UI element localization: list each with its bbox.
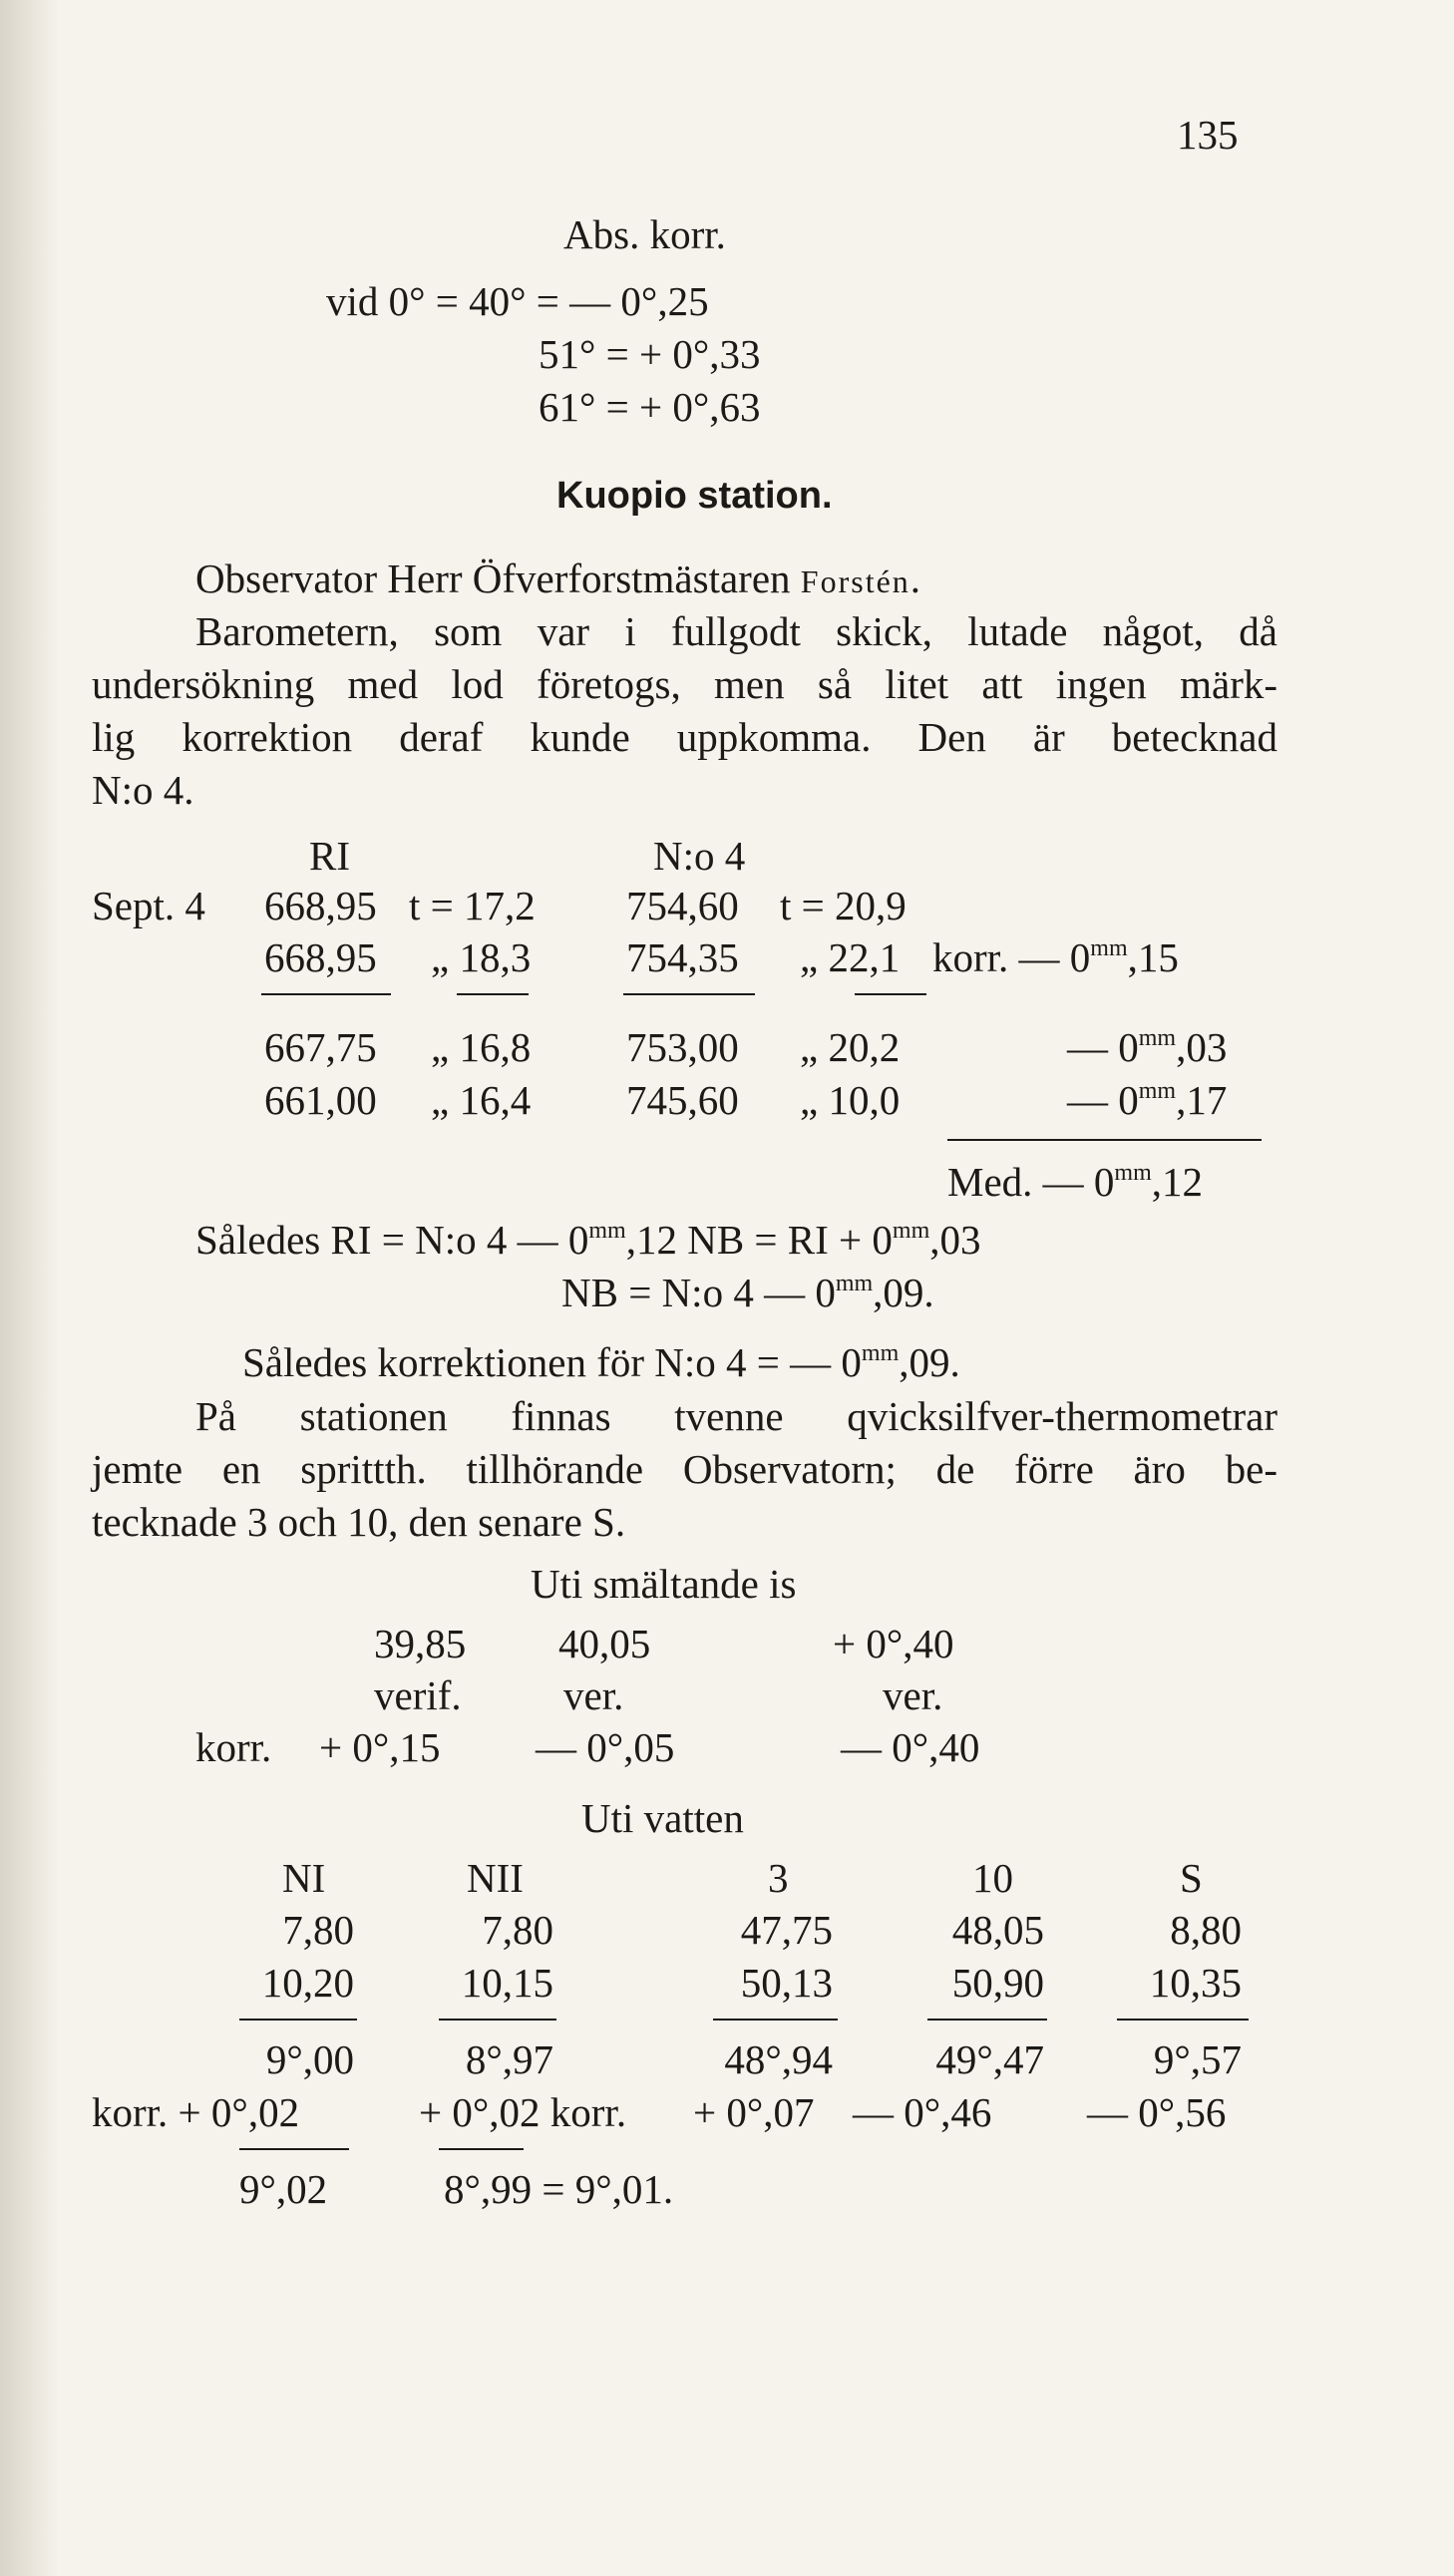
water-final: 9°,02 [239, 2166, 328, 2212]
baro-ri: 661,00 [264, 1077, 377, 1123]
abs-korr-line: vid 0° = 40° = — 0°,25 [326, 278, 709, 324]
paragraph-line: tecknade 3 och 10, den senare S. [92, 1499, 626, 1545]
baro-t1: „ 18,3 [431, 934, 532, 980]
water-cell: 48,05 [951, 1907, 1044, 1953]
baro-t1: „ 16,8 [431, 1024, 532, 1070]
station-title: Kuopio station. [556, 475, 833, 517]
water-cell: 7,80 [482, 1907, 553, 1953]
paragraph-line: jemte en sprittth. tillhörande Observatorn; de förre äro be- [92, 1446, 1277, 1492]
baro-korr: — $0^{mm},03$ [1067, 1024, 1228, 1070]
water-cell: 10,35 [1149, 1960, 1242, 2006]
baro-t1: „ 16,4 [431, 1077, 532, 1123]
water-korr: + 0°,02 korr. [419, 2089, 627, 2135]
water-cell: 50,90 [951, 1960, 1044, 2006]
water-final: 8°,99 = 9°,01. [444, 2166, 674, 2212]
water-cell: 10,20 [261, 1960, 354, 2006]
water-cell: 7,80 [282, 1907, 354, 1953]
water-korr: — 0°,56 [1087, 2089, 1227, 2135]
water-korr: korr. + 0°,02 [92, 2089, 300, 2135]
paragraph-line: undersökning med lod företogs, men så litet att ingen märk- [92, 661, 1277, 707]
abs-korr-line: 61° = + 0°,63 [539, 384, 761, 430]
page-gutter-shadow [0, 0, 60, 2576]
ice-korr: + 0°,15 [319, 1724, 441, 1770]
page-number: 135 [1177, 112, 1239, 158]
baro-no4: 753,00 [626, 1024, 739, 1070]
abs-korr-heading: Abs. korr. [563, 211, 726, 257]
baro-no4: 754,60 [626, 883, 739, 928]
sum-rule [239, 2148, 349, 2150]
baro-t2: „ 22,1 [800, 934, 901, 980]
water-col-header: S [1180, 1855, 1203, 1901]
ice-korr-label: korr. [195, 1724, 272, 1770]
water-cell: 9°,00 [265, 2036, 354, 2082]
col-header-no4: N:o 4 [653, 833, 746, 879]
baro-t2: „ 20,2 [800, 1024, 901, 1070]
baro-ri: 668,95 [264, 934, 377, 980]
paragraph-line: N:o 4. [92, 767, 194, 813]
water-cell: 8°,97 [465, 2036, 553, 2082]
baro-t1: t = 17,2 [409, 883, 536, 928]
ice-verif: ver. [563, 1672, 624, 1718]
water-cell: 49°,47 [935, 2036, 1044, 2082]
water-cell: 50,13 [740, 1960, 833, 2006]
sum-rule [947, 1139, 1262, 1141]
ice-value: + 0°,40 [833, 1621, 954, 1666]
sum-rule [439, 2148, 524, 2150]
sum-rule [713, 2019, 838, 2021]
paragraph-line: Barometern, som var i fullgodt skick, lutade något, då [195, 608, 1277, 654]
baro-ri: 668,95 [264, 883, 377, 928]
ice-korr: — 0°,40 [841, 1724, 980, 1770]
water-col-header: 10 [972, 1855, 1013, 1901]
observer-suffix: . [909, 555, 921, 601]
conclusion-line: NB = N:o 4 — $0^{mm},09$. [561, 1270, 934, 1315]
baro-median: Med. — $0^{mm},12$ [947, 1159, 1203, 1205]
sum-rule [927, 2019, 1047, 2021]
sum-rule [239, 2019, 357, 2021]
water-col-header: 3 [768, 1855, 789, 1901]
water-cell: 8,80 [1170, 1907, 1242, 1953]
ice-verif: verif. [374, 1672, 462, 1718]
observer-line [195, 555, 921, 601]
water-korr: — 0°,46 [853, 2089, 992, 2135]
water-cell: 9°,57 [1153, 2036, 1242, 2082]
water-korr: + 0°,07 [693, 2089, 815, 2135]
observer-prefix: Observator Herr Öfverforstmästaren [195, 555, 801, 601]
baro-korr: — $0^{mm},17$ [1067, 1077, 1228, 1123]
baro-t2: „ 10,0 [800, 1077, 901, 1123]
baro-korr: korr. — $0^{mm},15$ [932, 934, 1179, 980]
baro-no4: 745,60 [626, 1077, 739, 1123]
ice-verif: ver. [883, 1672, 943, 1718]
water-cell: 48°,94 [724, 2036, 833, 2082]
conclusion-line: Således RI = N:o 4 — $0^{mm},12$ NB = RI + $0^{mm},03$ [195, 1217, 981, 1263]
baro-ri: 667,75 [264, 1024, 377, 1070]
ice-korr: — 0°,05 [536, 1724, 675, 1770]
sum-rule [855, 993, 926, 995]
sum-rule [457, 993, 529, 995]
sum-rule [261, 993, 391, 995]
observer-name: Forstén [800, 563, 910, 599]
baro-month: Sept. 4 [92, 883, 205, 928]
water-cell: 10,15 [461, 1960, 553, 2006]
ice-heading: Uti smältande is [531, 1561, 797, 1607]
ice-value: 40,05 [558, 1621, 651, 1666]
water-col-header: NI [282, 1855, 326, 1901]
abs-korr-line: 51° = + 0°,33 [539, 331, 761, 377]
water-col-header: NII [467, 1855, 524, 1901]
sum-rule [623, 993, 755, 995]
sum-rule [439, 2019, 556, 2021]
conclusion-line: Således korrektionen för N:o 4 = — $0^{mm},09$. [242, 1339, 960, 1385]
ice-value: 39,85 [374, 1621, 467, 1666]
col-header-ri: RI [309, 833, 350, 879]
water-cell: 47,75 [740, 1907, 833, 1953]
paragraph-line: På stationen finnas tvenne qvicksilfver-thermometrar [195, 1393, 1277, 1439]
sum-rule [1117, 2019, 1249, 2021]
baro-no4: 754,35 [626, 934, 739, 980]
water-heading: Uti vatten [581, 1795, 744, 1841]
baro-t2: t = 20,9 [780, 883, 907, 928]
paragraph-line: lig korrektion deraf kunde uppkomma. Den är betecknad [92, 714, 1277, 760]
